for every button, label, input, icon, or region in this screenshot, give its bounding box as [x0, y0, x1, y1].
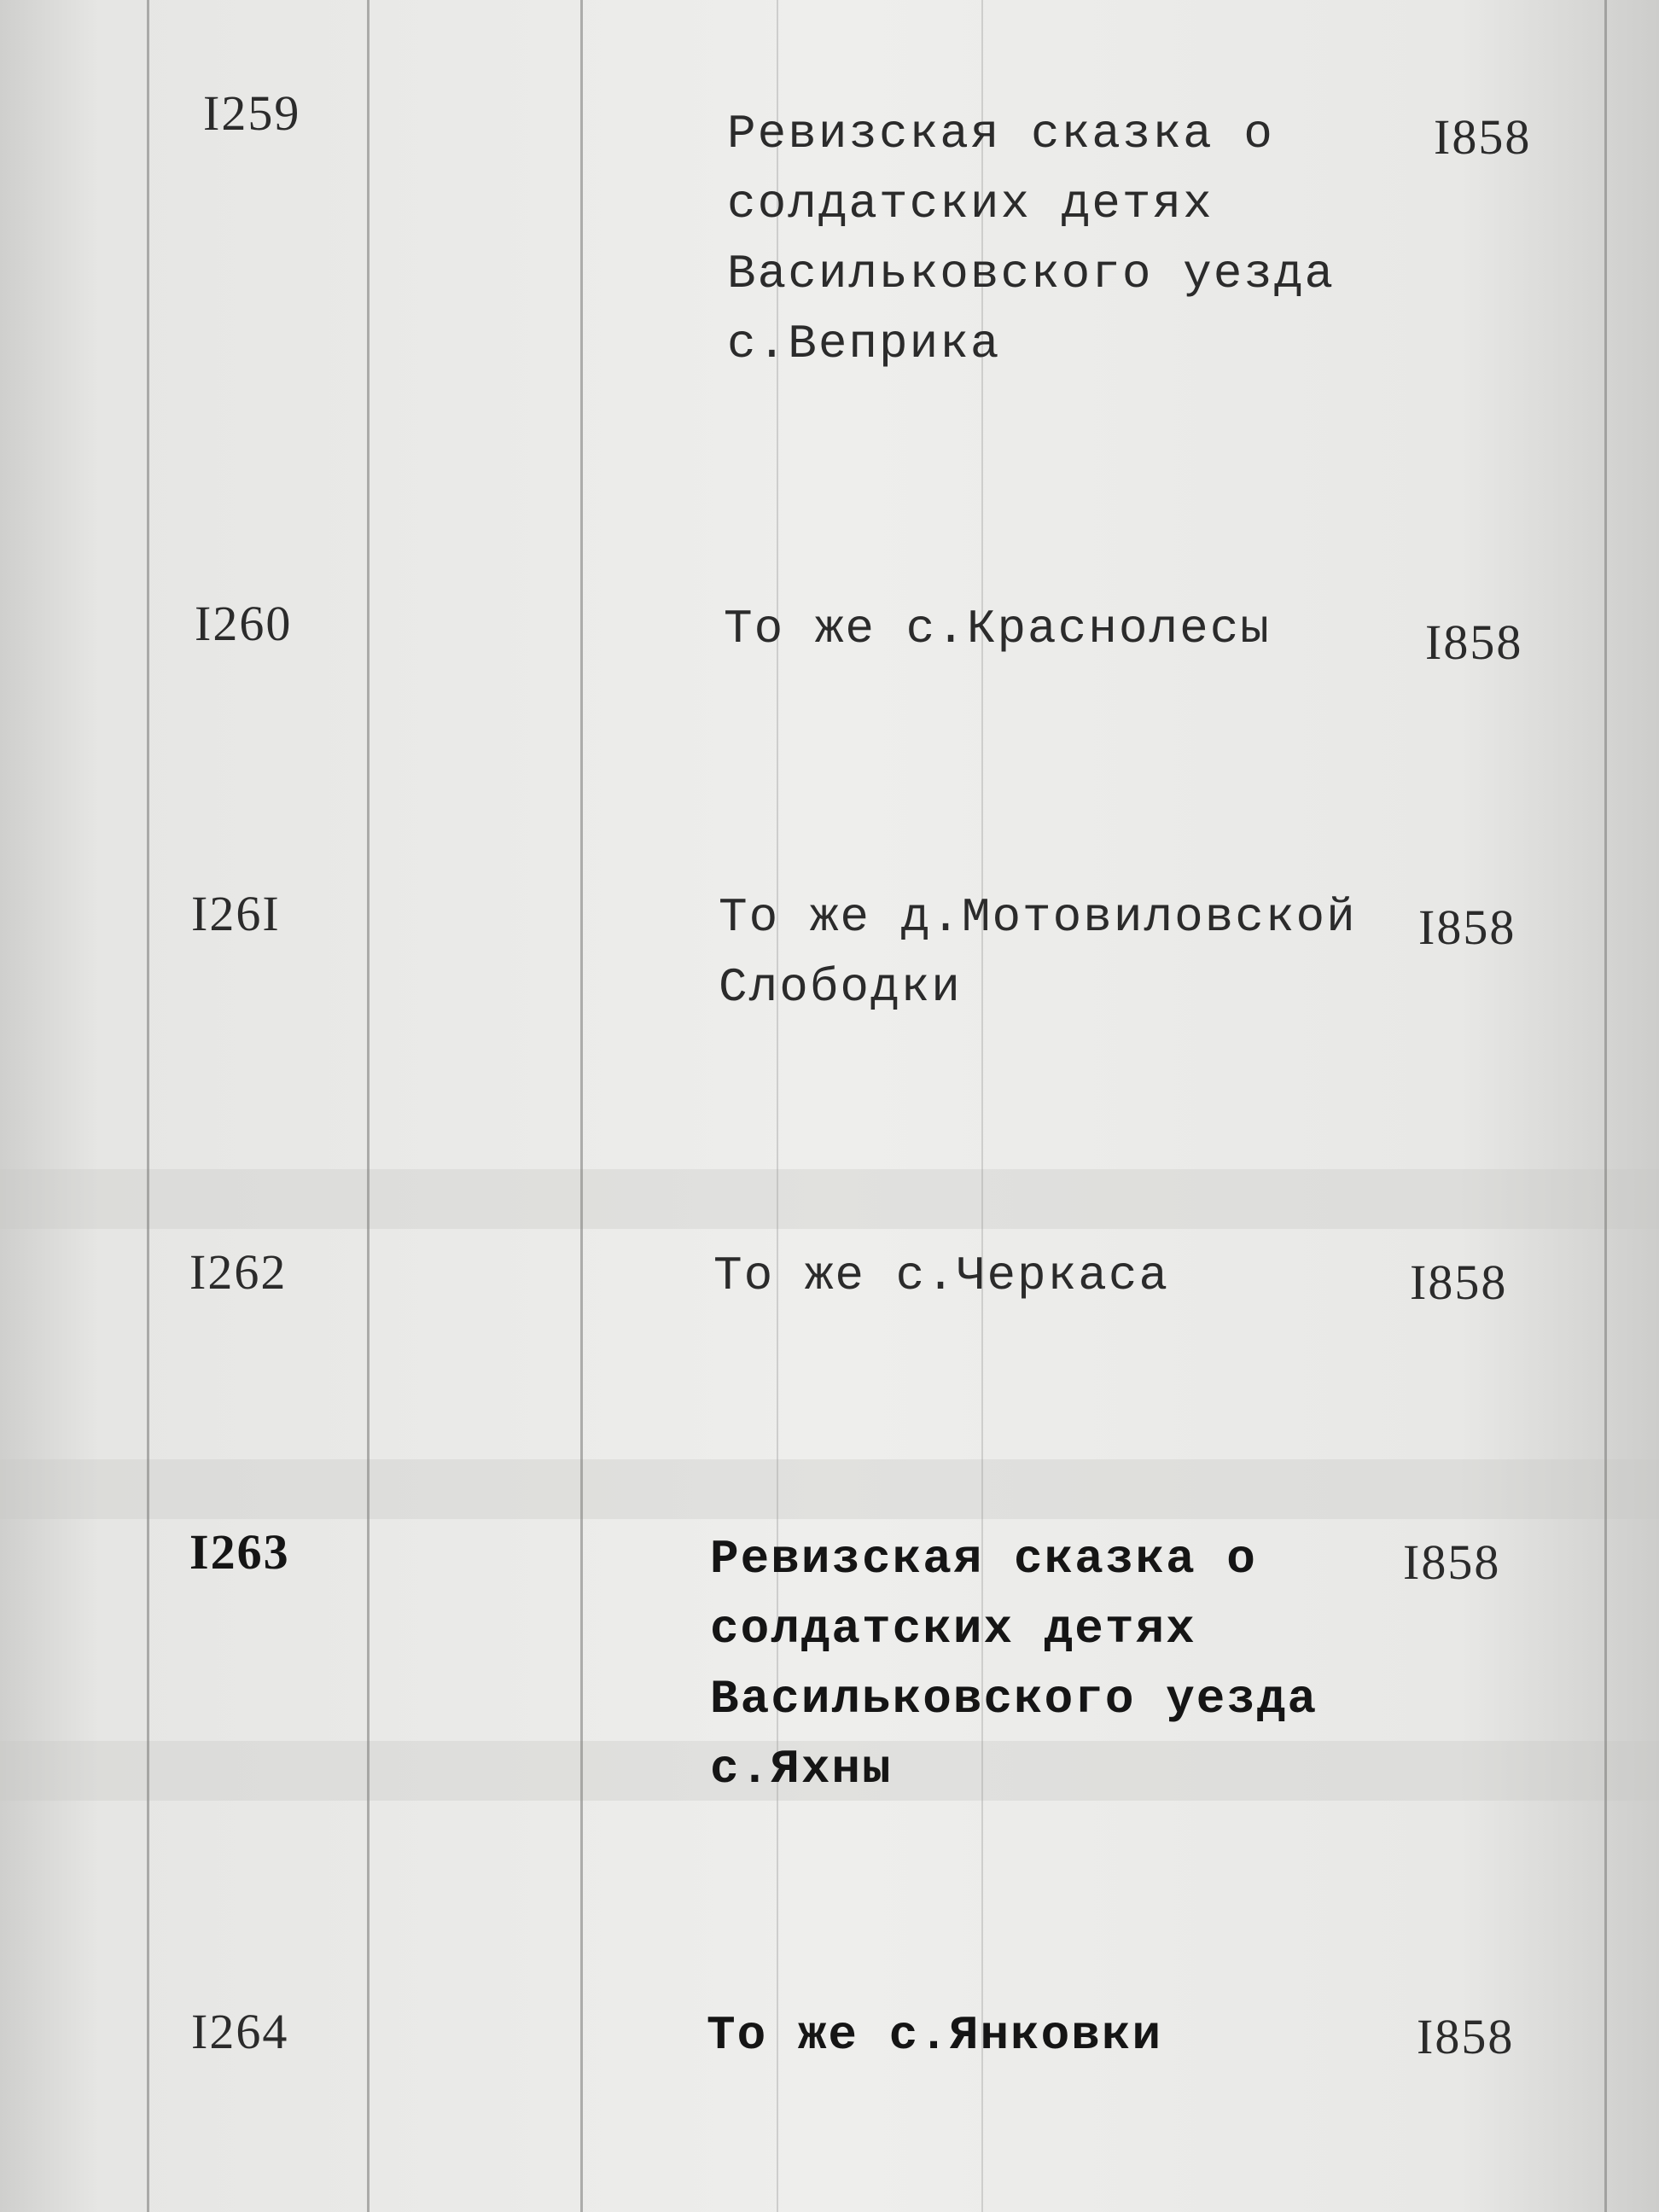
entry-number: I260 [195, 596, 293, 651]
entry-description: То же с.Черкаса [713, 1249, 1170, 1303]
entry-year: I858 [1417, 2009, 1515, 2064]
entry-description: То же с.Краснолесы [724, 602, 1271, 656]
entry-number: I26I [191, 886, 281, 941]
column-rule [367, 0, 370, 2212]
entry-number: I263 [189, 1524, 290, 1580]
entry-year: I858 [1410, 1254, 1508, 1310]
entry-year: I858 [1403, 1534, 1501, 1590]
bleed-through-band [0, 1169, 1659, 1229]
entry-description: То же д.Мотовиловской Слободки [719, 890, 1357, 1015]
bleed-through-band [0, 1459, 1659, 1519]
entry-year: I858 [1425, 614, 1523, 670]
entry-number: I259 [203, 85, 301, 141]
entry-number: I262 [189, 1244, 288, 1300]
entry-description: То же с.Янковки [707, 2008, 1163, 2063]
column-rule [1604, 0, 1607, 2212]
entry-year: I858 [1418, 899, 1516, 955]
entry-description: Ревизская сказка о солдатских детях Васильковского уезда с.Яхны [710, 1532, 1318, 1796]
column-rule [580, 0, 583, 2212]
entry-description: Ревизская сказка о солдатских детях Васильковского уезда с.Веприка [727, 107, 1336, 371]
entry-number: I264 [191, 2004, 289, 2059]
entry-year: I858 [1434, 109, 1532, 165]
column-rule [147, 0, 149, 2212]
